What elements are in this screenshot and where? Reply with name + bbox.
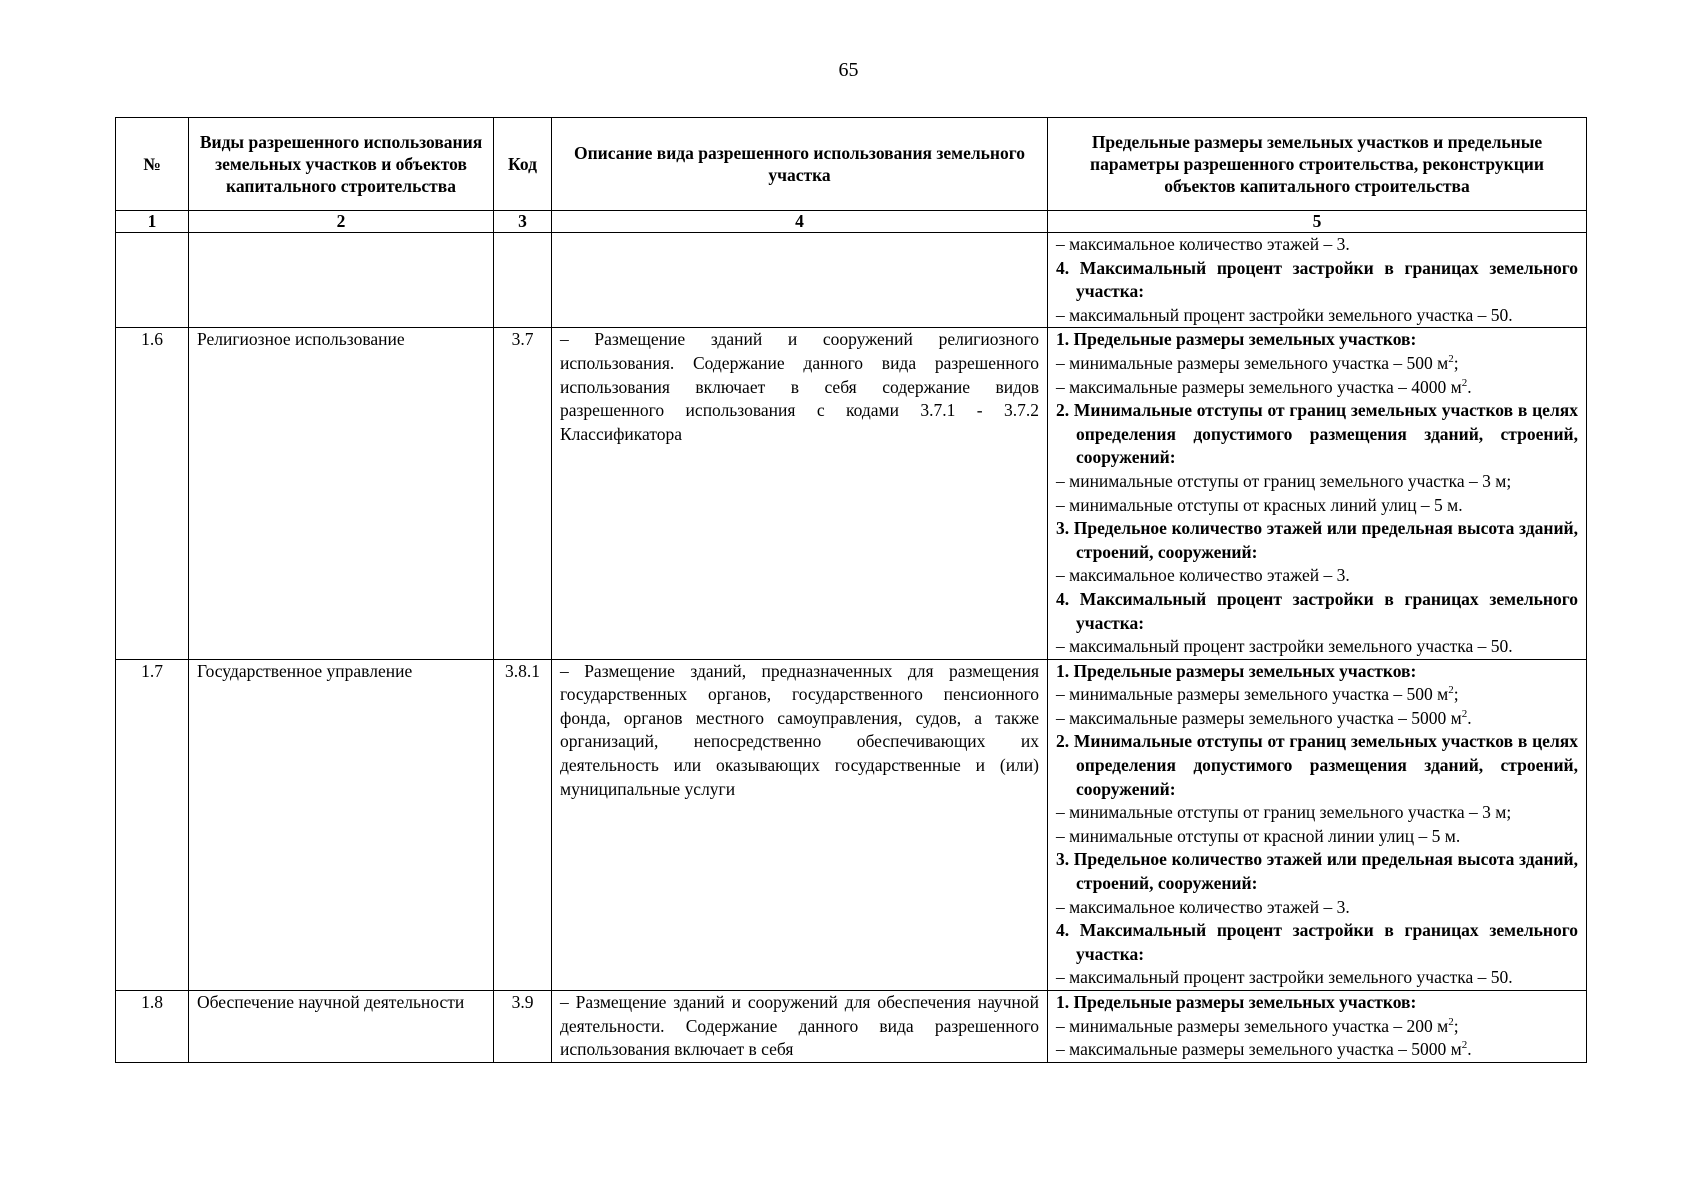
header-description: Описание вида разрешенного использования земельного участка: [552, 118, 1048, 211]
code-cell: 3.7: [494, 328, 552, 659]
parameters-cell: [1048, 659, 1587, 990]
parameter-heading: 3. Предельное количество этажей или предельная высота зданий, строений, сооружений:: [1056, 518, 1578, 562]
parameter-value: – максимальный процент застройки земельного участка – 50.: [1056, 636, 1513, 657]
code-cell: 3.9: [494, 991, 552, 1063]
parameter-value: – максимальные размеры земельного участка – 5000 $м^2$.: [1056, 1039, 1472, 1060]
description-cell: – Размещение зданий и сооружений для обеспечения научной деятельности. Содержание данного вида разрешенного использования включает в себя: [552, 991, 1048, 1063]
header-parameters: Предельные размеры земельных участков и предельные параметры разрешенного строительства, реконструкции объектов капитального строительства: [1048, 118, 1587, 211]
description-cell: – Размещение зданий и сооружений религиозного использования. Содержание данного вида разрешенного использования включает в себя содержание видов разрешенного использования с кодами 3.7.1 - 3.7.2 Классификатора: [552, 328, 1048, 659]
parameter-heading: 4. Максимальный процент застройки в границах земельного участка:: [1056, 588, 1578, 633]
parameter-value: – максимальное количество этажей – 3.: [1056, 896, 1350, 917]
description-cell: – Размещение зданий, предназначенных для размещения государственных органов, государственного пенсионного фонда, органов местного самоуправления, судов, а также организаций, непосредственно обеспечивающих их деятельность или оказывающих государственные и (или) муниципальные услуги: [552, 659, 1048, 990]
header-number: №: [116, 118, 189, 211]
parameter-value: – максимальное количество этажей – 3.: [1056, 565, 1350, 586]
row-number-cell: 1.8: [116, 991, 189, 1063]
parameter-value: – минимальные отступы от границ земельного участка – 3 м;: [1056, 470, 1512, 491]
parameter-value: – минимальные размеры земельного участка – 500 $м^2$;: [1056, 352, 1459, 373]
parameter-heading: 4. Максимальный процент застройки в границах земельного участка:: [1056, 920, 1578, 964]
parameter-heading: 1. Предельные размеры земельных участков:: [1056, 660, 1417, 681]
unit-superscript: 2: [1461, 1039, 1468, 1052]
column-number: 2: [189, 211, 494, 233]
parameter-heading: 1. Предельные размеры земельных участков:: [1056, 329, 1417, 350]
unit-superscript: 2: [1448, 1015, 1454, 1028]
parameter-heading: 2. Минимальные отступы от границ земельных участков в целях определения допустимого размещения зданий, строений, сооружений:: [1056, 400, 1578, 468]
use-type-cell: Государственное управление: [189, 659, 494, 990]
parameter-value: – минимальные размеры земельного участка – 200 $м^2$;: [1056, 1015, 1459, 1036]
table-row: [116, 659, 1587, 990]
table-row: [116, 328, 1587, 659]
code-cell: 3.8.1: [494, 659, 552, 990]
table-header-row: [116, 118, 1587, 211]
parameter-value: – максимальные размеры земельного участка – 4000 $м^2$.: [1056, 376, 1472, 397]
row-number-cell: 1.6: [116, 328, 189, 659]
description-cell: [552, 233, 1048, 328]
header-use-type: Виды разрешенного использования земельных участков и объектов капитального строительства: [189, 118, 494, 211]
parameters-cell: [1048, 328, 1587, 659]
column-number: 1: [116, 211, 189, 233]
unit-superscript: 2: [1461, 708, 1468, 721]
parameter-heading: 4. Максимальный процент застройки в границах земельного участка:: [1056, 257, 1578, 302]
table-row-continuation: [116, 233, 1587, 328]
unit-superscript: 2: [1448, 353, 1454, 366]
row-number-cell: 1.7: [116, 659, 189, 990]
parameter-value: – минимальные отступы от границ земельного участка – 3 м;: [1056, 802, 1512, 823]
row-number-cell: [116, 233, 189, 328]
parameter-value: – минимальные отступы от красных линий улиц – 5 м.: [1056, 494, 1463, 515]
parameter-value: – максимальный процент застройки земельного участка – 50.: [1056, 304, 1513, 325]
code-cell: [494, 233, 552, 328]
table-row: [116, 991, 1587, 1063]
column-numbers-row: [116, 211, 1587, 233]
column-number: 5: [1048, 211, 1587, 233]
column-number: 4: [552, 211, 1048, 233]
parameter-value: – минимальные отступы от красной линии улиц – 5 м.: [1056, 825, 1461, 846]
use-type-cell: Обеспечение научной деятельности: [189, 991, 494, 1063]
parameter-value: – максимальное количество этажей – 3.: [1056, 234, 1350, 254]
header-code: Код: [494, 118, 552, 211]
regulations-table: [115, 117, 1587, 1063]
parameters-cell: [1048, 991, 1587, 1063]
column-number: 3: [494, 211, 552, 233]
use-type-cell: Религиозное использование: [189, 328, 494, 659]
parameter-heading: 3. Предельное количество этажей или предельная высота зданий, строений, сооружений:: [1056, 849, 1578, 894]
parameter-heading: 1. Предельные размеры земельных участков:: [1056, 992, 1417, 1012]
page-number: 65: [838, 59, 859, 81]
parameters-cell: [1048, 233, 1587, 328]
parameter-value: – минимальные размеры земельного участка – 500 $м^2$;: [1056, 684, 1459, 705]
unit-superscript: 2: [1461, 376, 1468, 389]
parameter-value: – максимальный процент застройки земельного участка – 50.: [1056, 967, 1513, 988]
parameter-heading: 2. Минимальные отступы от границ земельных участков в целях определения допустимого размещения зданий, строений, сооружений:: [1056, 731, 1578, 799]
use-type-cell: [189, 233, 494, 328]
unit-superscript: 2: [1448, 684, 1454, 697]
parameter-value: – максимальные размеры земельного участка – 5000 $м^2$.: [1056, 707, 1472, 728]
